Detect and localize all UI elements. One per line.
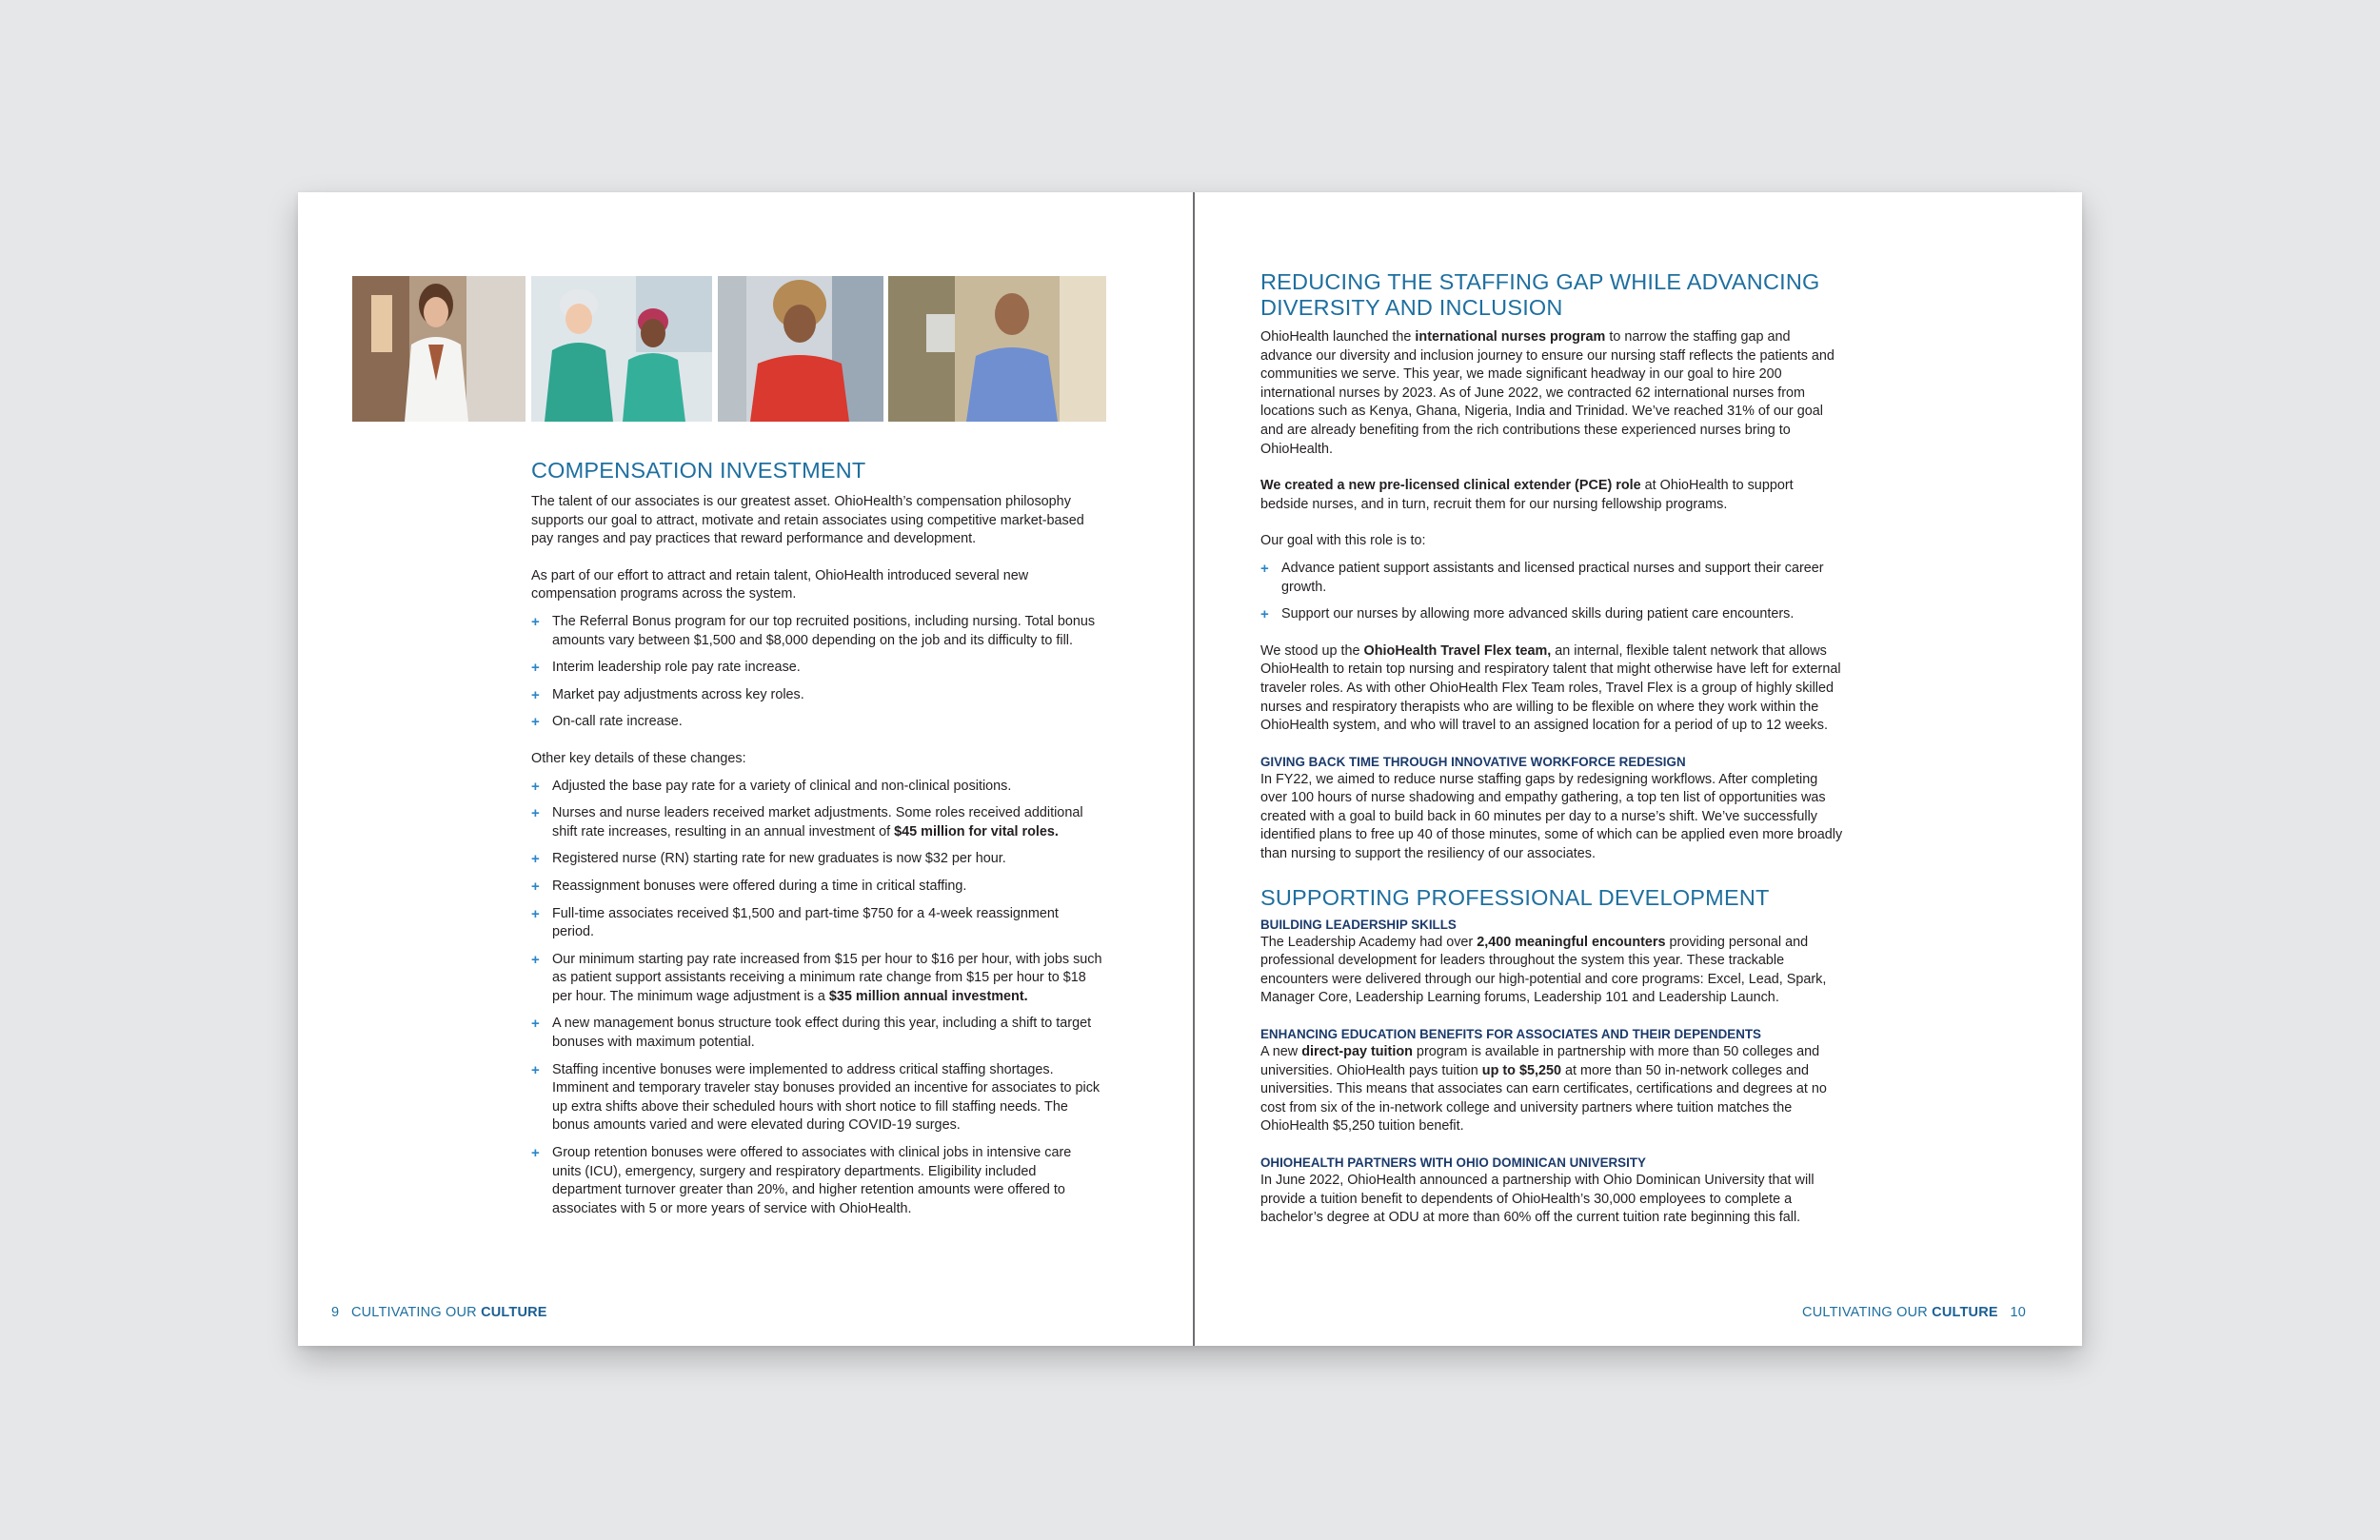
compensation-intro: The talent of our associates is our greatest asset. OhioHealth’s compensation philosophy supports our goal to attract, motivate and retain associates using competitive market-based pay ranges and pay practices that reward performance and development.	[531, 494, 1084, 547]
brochure-spread	[298, 192, 2082, 1346]
plus-icon: +	[531, 905, 540, 922]
list-item: + Full-time associates received $1,500 and part-time $750 for a 4-week reassignment period.	[531, 905, 1059, 940]
compensation-programs-intro: As part of our effort to attract and retain talent, OhioHealth introduced several new compensation programs across the system.	[531, 567, 1029, 602]
list-item: + Staffing incentive bonuses were implemented to address critical staffing shortages. Imminent and temporary traveler stay bonuses provided an incentive for associates to pick up extra shifts above their scheduled hours with short notice to fill staffing needs. The bonus amounts varied and were elevated during COVID-19 surges.	[531, 1061, 1101, 1134]
plus-icon: +	[531, 660, 540, 677]
ohio-dominican-paragraph: In June 2022, OhioHealth announced a partnership with Ohio Dominican University that will provide a tuition benefit to dependents of OhioHealth’s 30,000 employees to complete a bachelor’s degree at ODU at more than 60% off the current tuition rate beginning this fall.	[1260, 1173, 1815, 1226]
plus-icon: +	[531, 778, 540, 795]
footer-label-strong: CULTURE	[1932, 1305, 1998, 1320]
key-details-intro: Other key details of these changes:	[531, 750, 746, 766]
plus-icon: +	[531, 1145, 540, 1162]
list-item: + Support our nurses by allowing more advanced skills during patient care encounters.	[1260, 606, 1795, 623]
list-item: + Market pay adjustments across key roles.	[531, 686, 804, 703]
workforce-redesign-paragraph: In FY22, we aimed to reduce nurse staffing gaps by redesigning workflows. After completing over 100 hours of nurse shadowing and empathy gathering, a top ten list of opportunities was created with a goal to build back in 60 minutes per day to a nurse’s shift. We’ve successfully identified plans to free up 40 of those minutes, some of which can be applied even more broadly than nursing to support the resiliency of our associates.	[1260, 771, 1843, 862]
plus-icon: +	[1260, 606, 1269, 623]
list-item: + Reassignment bonuses were offered during a time in critical staffing.	[531, 878, 967, 895]
travel-flex-paragraph: We stood up the OhioHealth Travel Flex team, an internal, flexible talent network that allows OhioHealth to retain top nursing and respiratory talent that might otherwise have left for external traveler roles. As with other OhioHealth Flex Team roles, Travel Flex is a group of highly skilled nurses and respiratory therapists who are willing to be flexible on where they work within the OhioHealth system, and who will travel to an assigned location for a period of up to 12 weeks.	[1260, 642, 1841, 734]
ohio-dominican-subheading: OHIOHEALTH PARTNERS WITH OHIO DOMINICAN UNIVERSITY	[1260, 1155, 1646, 1170]
photo-woman-in-white-coat	[352, 276, 526, 422]
plus-icon: +	[531, 1016, 540, 1033]
photo-strip	[352, 276, 1106, 422]
photo-two-nurses-in-scrubs	[531, 276, 712, 422]
compensation-heading: COMPENSATION INVESTMENT	[531, 458, 866, 483]
list-item: + Group retention bonuses were offered to associates with clinical jobs in intensive care units (ICU), emergency, surgery and respiratory departments. Eligibility included department turnover greater than 20%, and higher retention amounts were offered to associates with 5 or more years of service with OhioHealth.	[531, 1145, 1072, 1216]
international-nurses-paragraph: OhioHealth launched the international nurses program to narrow the staffing gap and advance our diversity and inclusion journey to ensure our nursing staff reflects the patients and communities we serve. This year, we made significant headway in our goal to hire 200 international nurses by 2023. As of June 2022, we contracted 62 international nurses from locations such as Kenya, Ghana, Nigeria, India and Trinidad. We’ve reached 31% of our goal and are already benefiting from the rich contributions these experienced nurses bring to OhioHealth.	[1260, 329, 1835, 457]
list-item: + Advance patient support assistants and licensed practical nurses and support their career growth.	[1260, 560, 1824, 595]
list-item: + Adjusted the base pay rate for a variety of clinical and non-clinical positions.	[531, 778, 1012, 795]
page-gutter	[1193, 192, 1195, 1346]
goal-intro: Our goal with this role is to:	[1260, 533, 1426, 549]
list-item: + The Referral Bonus program for our top recruited positions, including nursing. Total bonus amounts vary between $1,500 and $8,000 depending on the job and its difficulty to fill.	[531, 613, 1096, 648]
plus-icon: +	[531, 951, 540, 968]
plus-icon: +	[531, 851, 540, 868]
staffing-gap-heading: REDUCING THE STAFFING GAP WHILE ADVANCING DIVERSITY AND INCLUSION	[1260, 269, 1820, 320]
plus-icon: +	[531, 714, 540, 731]
leadership-paragraph: The Leadership Academy had over 2,400 meaningful encounters providing personal and professional development for leaders throughout the system this year. These trackable encounters were delivered through our high-potential and core programs: Excel, Lead, Spark, Manager Core, Leadership Learning forums, Leadership 101 and Leadership Launch.	[1260, 934, 1827, 1006]
pce-role-paragraph: We created a new pre-licensed clinical extender (PCE) role at OhioHealth to support bedside nurses, and in turn, recruit them for our nursing fellowship programs.	[1260, 478, 1794, 512]
photo-woman-in-red-shirt	[718, 276, 883, 422]
professional-development-heading: SUPPORTING PROFESSIONAL DEVELOPMENT	[1260, 884, 1770, 910]
list-item: + A new management bonus structure took effect during this year, including a shift to target bonuses with maximum potential.	[531, 1016, 1092, 1051]
programs-list	[531, 613, 1102, 732]
workforce-redesign-subheading: GIVING BACK TIME THROUGH INNOVATIVE WORKFORCE REDESIGN	[1260, 754, 1686, 769]
right-page-footer	[1802, 1305, 2026, 1320]
plus-icon: +	[531, 1061, 540, 1078]
plus-icon: +	[531, 878, 540, 895]
plus-icon: +	[531, 613, 540, 630]
list-item: + Interim leadership role pay rate increase.	[531, 660, 801, 677]
page-number: 10	[2010, 1305, 2026, 1320]
left-page-footer	[331, 1305, 547, 1320]
footer-label: CULTIVATING OUR	[350, 1305, 482, 1320]
leadership-skills-subheading: BUILDING LEADERSHIP SKILLS	[1260, 917, 1457, 932]
right-column	[1260, 269, 1843, 1246]
goal-list	[1260, 560, 1843, 624]
left-column	[531, 458, 1102, 1236]
footer-label: CULTIVATING OUR	[1802, 1305, 1933, 1320]
photo-man-in-blue-scrubs	[888, 276, 1106, 422]
list-item: + On-call rate increase.	[531, 714, 683, 731]
education-benefits-subheading: ENHANCING EDUCATION BENEFITS FOR ASSOCIATES AND THEIR DEPENDENTS	[1260, 1027, 1761, 1042]
list-item: + Registered nurse (RN) starting rate for new graduates is now $32 per hour.	[531, 851, 1006, 868]
key-details-list	[531, 778, 1102, 1219]
footer-label-strong: CULTURE	[481, 1305, 547, 1320]
page-number: 9	[331, 1305, 340, 1320]
list-item: + Nurses and nurse leaders received market adjustments. Some roles received additional shift rate increases, resulting in an annual investment of $45 million for vital roles.	[531, 805, 1083, 839]
education-paragraph: A new direct-pay tuition program is available in partnership with more than 50 colleges and universities. OhioHealth pays tuition up to $5,250 at more than 50 in-network colleges and universities. This means that associates can earn certificates, certifications and degrees at no cost from six of the in-network college and university partners where tuition matches the OhioHealth $5,250 tuition benefit.	[1260, 1044, 1827, 1135]
plus-icon: +	[531, 686, 540, 703]
list-item: + Our minimum starting pay rate increased from $15 per hour to $16 per hour, with jobs such as patient support assistants receiving a minimum rate change from $15 per hour to $18 per hour. The minimum wage adjustment is a $35 million annual investment.	[531, 951, 1102, 1004]
plus-icon: +	[531, 805, 540, 822]
plus-icon: +	[1260, 560, 1269, 577]
